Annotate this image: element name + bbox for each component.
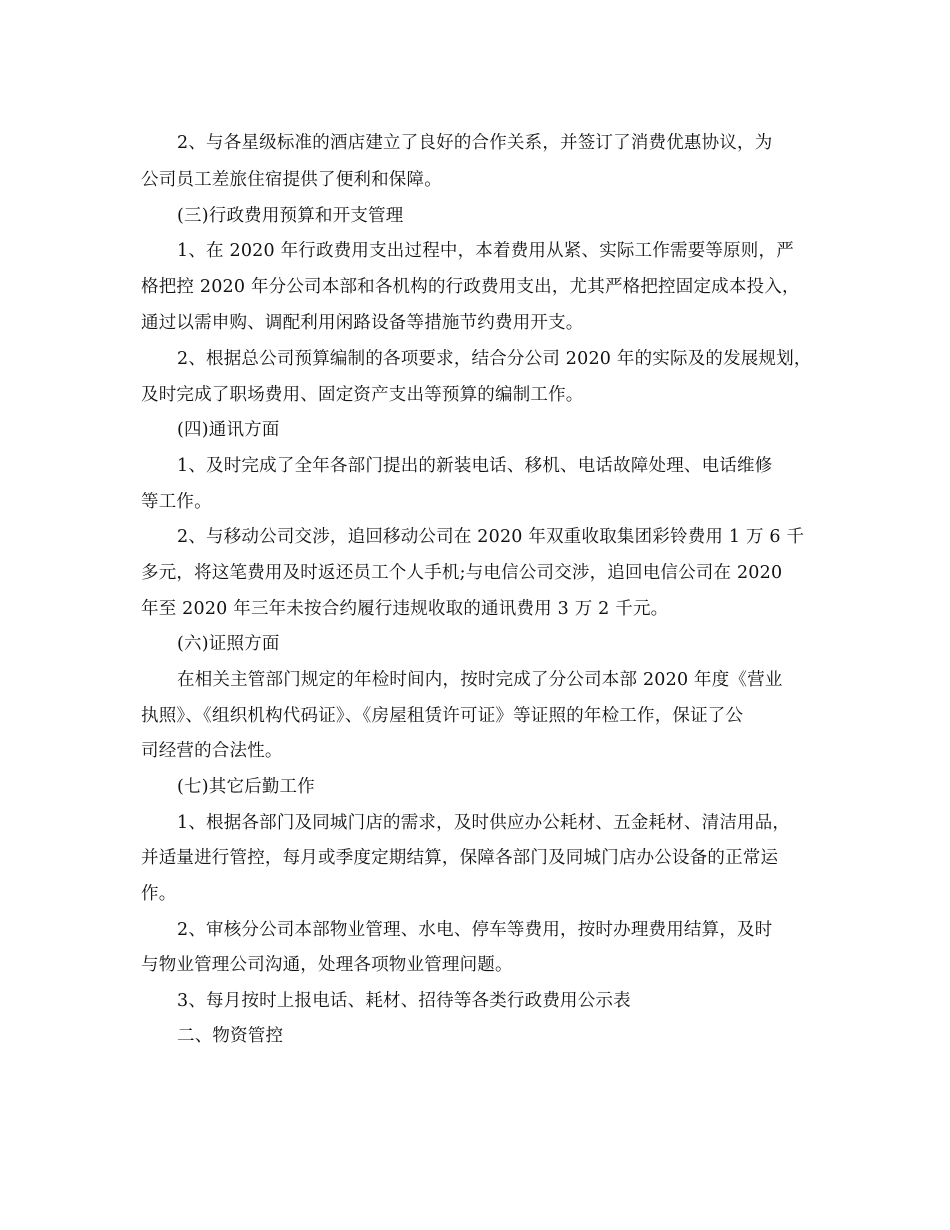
text-line: 执照》、《组织机构代码证》、《房屋租赁许可证》等证照的年检工作，保证了公 bbox=[141, 706, 744, 726]
text-line: 与物业管理公司沟通，处理各项物业管理问题。 bbox=[141, 955, 513, 975]
text-line: 格把控 2020 年分公司本部和各机构的行政费用支出，尤其严格把控固定成本投入， bbox=[141, 277, 800, 297]
text-line: 2、与移动公司交涉，追回移动公司在 2020 年双重收取集团彩铃费用 1 万 6 千 bbox=[177, 527, 805, 547]
text-line: 公司员工差旅住宿提供了便利和保障。 bbox=[141, 170, 442, 190]
text-line: 司经营的合法性。 bbox=[141, 741, 283, 761]
text-line: 2、根据总公司预算编制的各项要求，结合分公司 2020 年的实际及的发展规划， bbox=[177, 349, 812, 369]
text-line: 2、与各星级标准的酒店建立了良好的合作关系，并签订了消费优惠协议，为 bbox=[177, 133, 773, 153]
section-heading: (七)其它后勤工作 bbox=[177, 777, 315, 797]
text-line: 等工作。 bbox=[141, 492, 212, 512]
text-line: 3、每月按时上报电话、耗材、招待等各类行政费用公示表 bbox=[177, 991, 631, 1011]
text-line: 1、及时完成了全年各部门提出的新装电话、移机、电话故障处理、电话维修 bbox=[177, 456, 773, 476]
section-heading: (四)通讯方面 bbox=[177, 420, 280, 440]
text-line: 2、审核分公司本部物业管理、水电、停车等费用，按时办理费用结算，及时 bbox=[177, 920, 773, 940]
text-line: 在相关主管部门规定的年检时间内，按时完成了分公司本部 2020 年度《营业 bbox=[177, 670, 783, 690]
text-line: 作。 bbox=[141, 884, 177, 904]
text-line: 通过以需申购、调配利用闲路设备等措施节约费用开支。 bbox=[141, 313, 584, 333]
text-line: 并适量进行管控，每月或季度定期结算，保障各部门及同城门店办公设备的正常运 bbox=[141, 848, 779, 868]
text-line: 多元，将这笔费用及时返还员工个人手机;与电信公司交涉，追回电信公司在 2020 bbox=[141, 563, 783, 583]
text-line: 1、根据各部门及同城门店的需求，及时供应办公耗材、五金耗材、清洁用品， bbox=[177, 813, 791, 833]
text-line: 年至 2020 年三年未按合约履行违规收取的通讯费用 3 万 2 千元。 bbox=[141, 599, 669, 619]
section-heading: (六)证照方面 bbox=[177, 634, 280, 654]
section-heading: (三)行政费用预算和开支管理 bbox=[177, 206, 404, 226]
text-line: 及时完成了职场费用、固定资产支出等预算的编制工作。 bbox=[141, 385, 584, 405]
text-line: 1、在 2020 年行政费用支出过程中，本着费用从紧、实际工作需要等原则，严 bbox=[177, 241, 794, 261]
section-heading: 二、物资管控 bbox=[177, 1026, 284, 1046]
